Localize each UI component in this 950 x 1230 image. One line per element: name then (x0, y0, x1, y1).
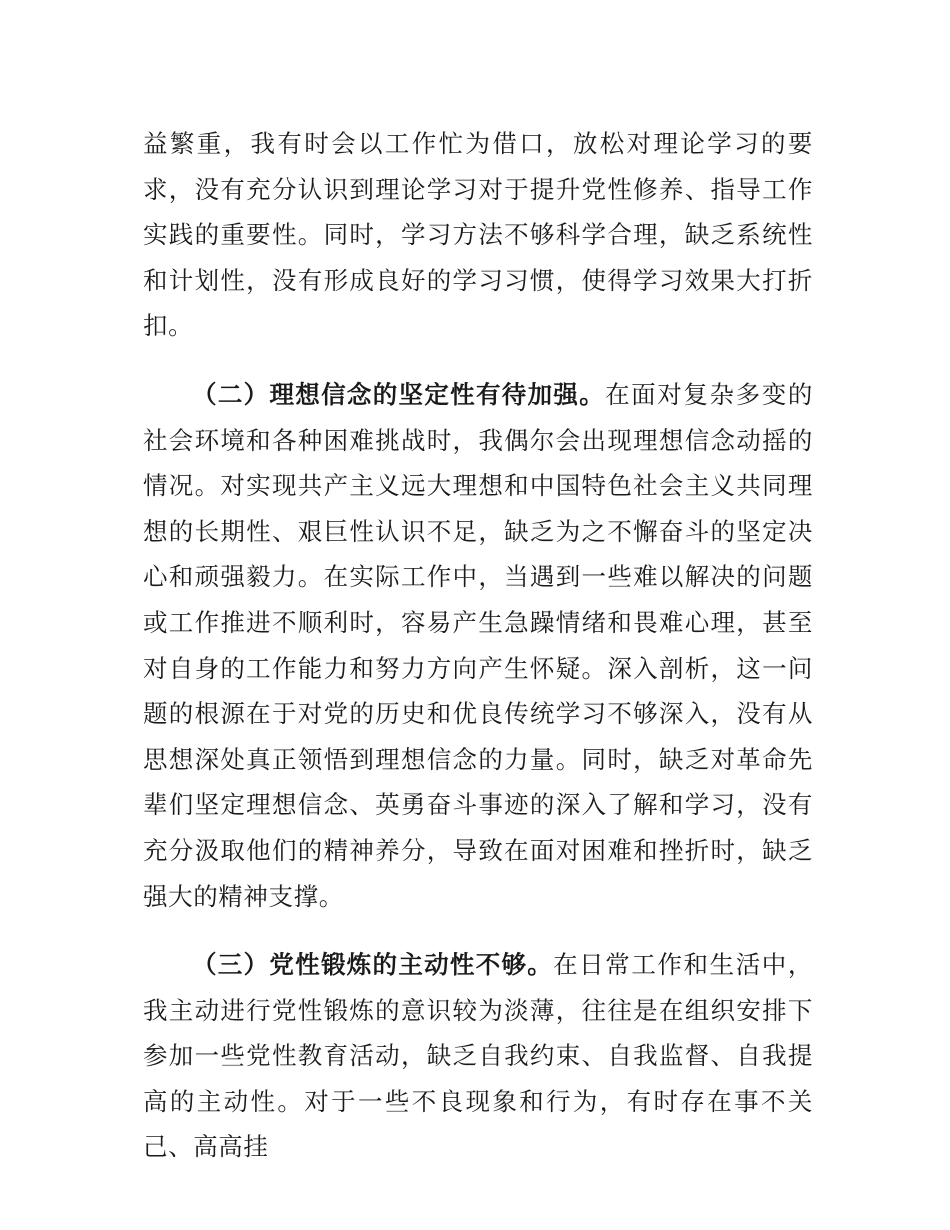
paragraph-section-3 (143, 942, 813, 1170)
document-body (143, 121, 813, 1170)
section-heading-2: （二）理想信念的坚定性有待加强。 (192, 379, 606, 409)
paragraph-text: 在面对复杂多变的社会环境和各种困难挑战时，我偶尔会出现理想信念动摇的情况。对实现共产主义远大理想和中国特色社会主义共同理想的长期性、艰巨性认识不足，缺乏为之不懈奋斗的坚定决心和顽强毅力。在实际工作中，当遇到一些难以解决的问题或工作推进不顺利时，容易产生急躁情绪和畏难心理，甚至对自身的工作能力和努力方向产生怀疑。深入剖析，这一问题的根源在于对党的历史和优良传统学习不够深入，没有从思想深处真正领悟到理想信念的力量。同时，缺乏对革命先辈们坚定理想信念、英勇奋斗事迹的深入了解和学习，没有充分汲取他们的精神养分，导致在面对困难和挫折时，缺乏强大的精神支撑。 (143, 379, 813, 911)
paragraph-text: 益繁重，我有时会以工作忙为借口，放松对理论学习的要求，没有充分认识到理论学习对于提升党性修养、指导工作实践的重要性。同时，学习方法不够科学合理，缺乏系统性和计划性，没有形成良好的学习习惯，使得学习效果大打折扣。 (143, 129, 813, 341)
paragraph-continuation (143, 121, 813, 349)
paragraph-text: 在日常工作和生活中，我主动进行党性锻炼的意识较为淡薄，往往是在组织安排下参加一些党性教育活动，缺乏自我约束、自我监督、自我提高的主动性。对于一些不良现象和行为，有时存在事不关己、高高挂 (143, 950, 813, 1162)
paragraph-section-2 (143, 372, 813, 919)
section-heading-3: （三）党性锻炼的主动性不够。 (192, 950, 554, 980)
